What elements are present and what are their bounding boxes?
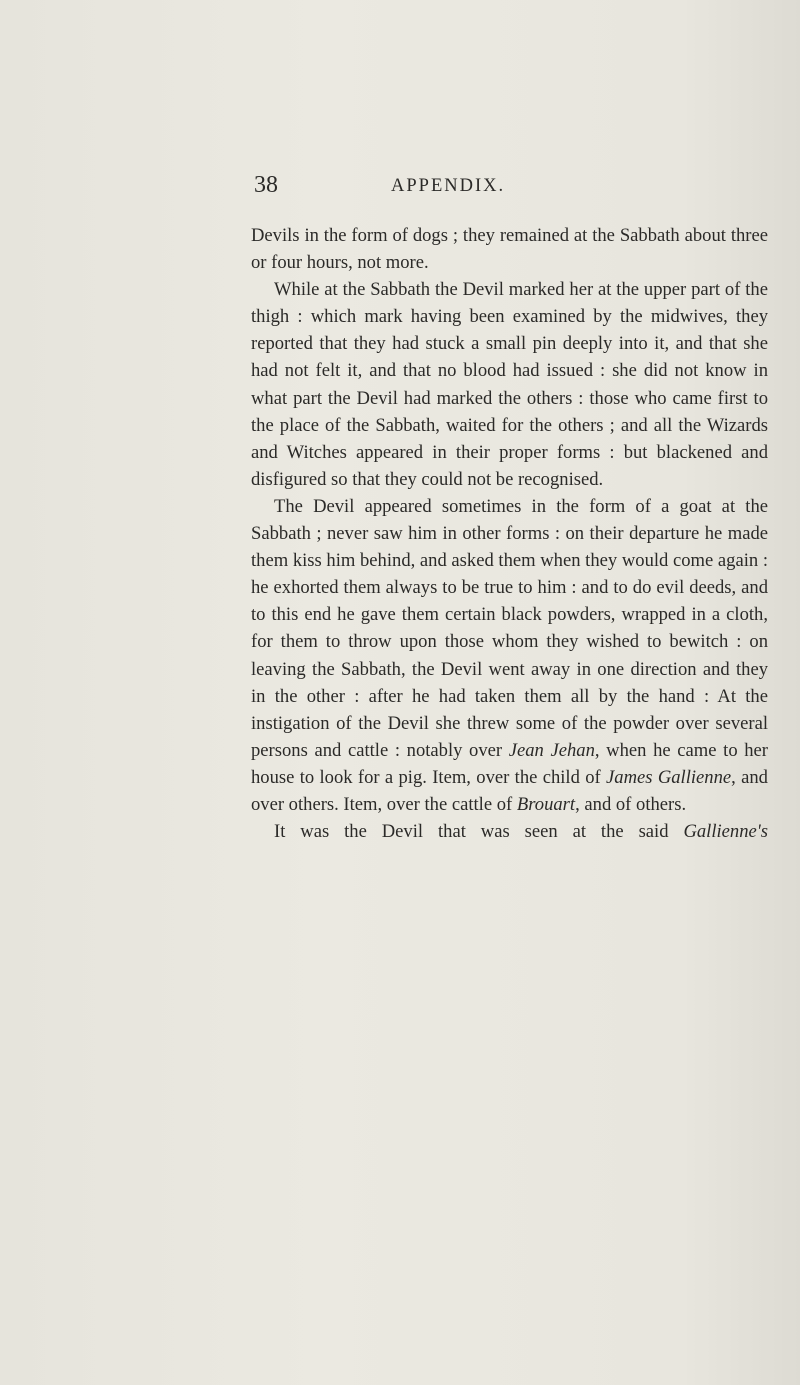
paragraph-3-text-2: , when he came to her house to look for a pig. Item, over the child of [251,739,768,788]
paragraph-3 [251,493,768,818]
name-james-gallienne: James Gallienne [606,766,732,788]
paragraph-4-text-1: It was the Devil that was seen at the said [274,821,684,843]
name-brouart: Brouart [516,793,576,815]
page-number: 38 [254,172,278,198]
paragraph-3-text-3: , and over others. Item, over the cattle of [251,766,768,815]
running-head: APPENDIX. [391,176,506,196]
body-text [251,222,768,845]
paragraph-3-text-1: The Devil appeared sometimes in the form of a goat at the Sabbath ; never saw him in other forms : on their departure he made them kiss him behind, and asked them when they would come again : he exhorted them always to be true to him : and to do evil deeds, and to this end he gave them certain black powders, wrapped in a cloth, for them to throw upon those whom they wished to bewitch : on leaving the Sabbath, the Devil went away in one direction and they in the other : after he had taken them all by the hand : At the instigation of the Devil she threw some of the powder over several persons and cattle : notably over [251,495,768,761]
paragraph-2: While at the Sabbath the Devil marked her at the upper part of the thigh : which mark having been examined by the midwives, they reported that they had stuck a small pin deeply into it, and that she had not felt it, and that no blood had issued : she did not know in what part the Devil had marked the others : those who came first to the place of the Sabbath, waited for the others ; and all the Wizards and Witches appeared in their proper forms : but blackened and disfigured so that they could not be recognised. [251,279,768,490]
name-galliennes: Gallienne's [683,821,768,843]
paragraph-4 [251,818,768,845]
name-jean-jehan: Jean Jehan [508,739,595,761]
page-header [254,172,774,206]
paragraph-3-text-4: , and of others. [575,793,687,815]
paragraph-1: Devils in the form of dogs ; they remained at the Sabbath about three or four hours, not more. [251,225,768,274]
